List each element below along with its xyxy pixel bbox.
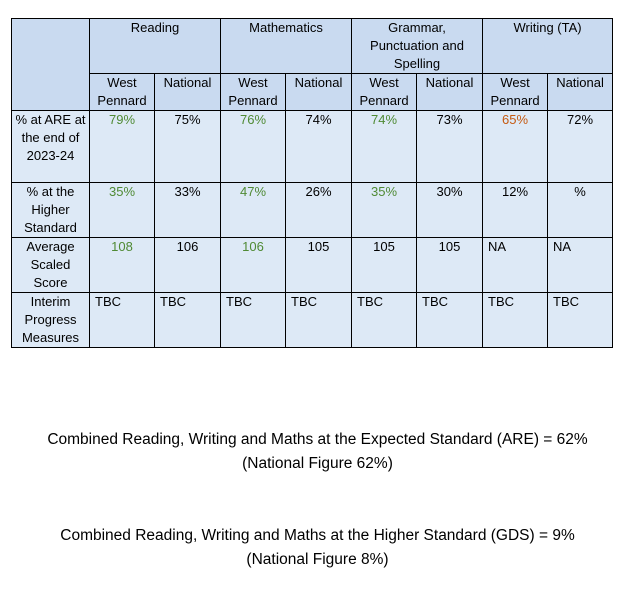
col-head-national: National: [286, 74, 352, 111]
value-cell: %: [548, 183, 613, 238]
value-cell: TBC: [352, 293, 417, 348]
value-cell: 79%: [90, 111, 155, 183]
subject-header-mathematics: Mathematics: [221, 19, 352, 74]
col-head-school: West Pennard: [352, 74, 417, 111]
col-head-national: National: [417, 74, 483, 111]
combined-higher-line: Combined Reading, Writing and Maths at the Higher Standard (GDS) = 9%: [60, 527, 575, 544]
col-head-school: West Pennard: [90, 74, 155, 111]
value-cell: 75%: [155, 111, 221, 183]
subject-header-reading: Reading: [90, 19, 221, 74]
value-cell: 26%: [286, 183, 352, 238]
results-table: [11, 18, 613, 348]
row-label-higher: % at the Higher Standard: [12, 183, 90, 238]
table-row-scaled-score: [12, 238, 613, 293]
value-cell: 76%: [221, 111, 286, 183]
value-cell: 106: [221, 238, 286, 293]
value-cell: 12%: [483, 183, 548, 238]
table-row-are: [12, 111, 613, 183]
value-cell: 105: [286, 238, 352, 293]
value-cell: 30%: [417, 183, 483, 238]
value-cell: TBC: [548, 293, 613, 348]
row-label-progress: Interim Progress Measures: [12, 293, 90, 348]
value-cell: 105: [352, 238, 417, 293]
value-cell: TBC: [483, 293, 548, 348]
col-head-school: West Pennard: [483, 74, 548, 111]
combined-expected-national: (National Figure 62%): [242, 455, 393, 472]
value-cell: 72%: [548, 111, 613, 183]
table-row-progress: [12, 293, 613, 348]
value-cell: NA: [548, 238, 613, 293]
subject-header-gps-label: Grammar, Punctuation and Spelling: [370, 20, 464, 71]
subject-header-gps: [352, 19, 483, 74]
value-cell: 105: [417, 238, 483, 293]
corner-cell: [12, 19, 90, 111]
row-label-are: % at ARE at the end of 2023-24: [12, 111, 90, 183]
row-label-scaled-score: Average Scaled Score: [12, 238, 90, 293]
value-cell: TBC: [155, 293, 221, 348]
combined-higher-national: (National Figure 8%): [246, 551, 389, 568]
value-cell: 47%: [221, 183, 286, 238]
combined-expected-line: Combined Reading, Writing and Maths at the Expected Standard (ARE) = 62%: [47, 431, 588, 448]
value-cell: 33%: [155, 183, 221, 238]
value-cell: TBC: [221, 293, 286, 348]
value-cell: 106: [155, 238, 221, 293]
value-cell: TBC: [90, 293, 155, 348]
value-cell: 74%: [286, 111, 352, 183]
value-cell: 108: [90, 238, 155, 293]
subject-header-writing: Writing (TA): [483, 19, 613, 74]
combined-higher-summary: [0, 524, 635, 572]
table-row-higher: [12, 183, 613, 238]
value-cell: 35%: [90, 183, 155, 238]
value-cell: TBC: [286, 293, 352, 348]
combined-expected-summary: [0, 428, 635, 476]
value-cell: NA: [483, 238, 548, 293]
value-cell: 65%: [483, 111, 548, 183]
value-cell: 35%: [352, 183, 417, 238]
value-cell: 73%: [417, 111, 483, 183]
col-head-school: West Pennard: [221, 74, 286, 111]
col-head-national: National: [548, 74, 613, 111]
value-cell: 74%: [352, 111, 417, 183]
value-cell: TBC: [417, 293, 483, 348]
col-head-national: National: [155, 74, 221, 111]
